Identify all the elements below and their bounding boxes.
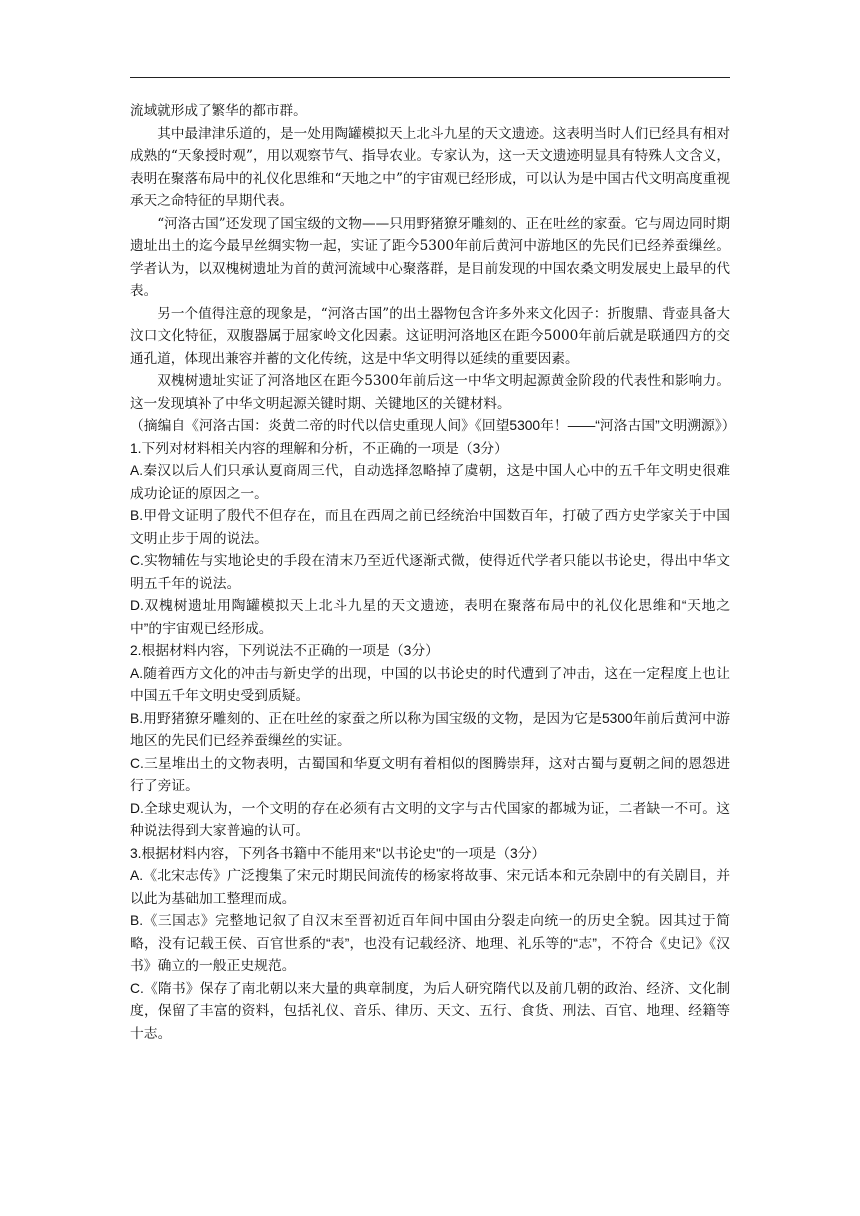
question-1-stem: 1.下列对材料相关内容的理解和分析，不正确的一项是（3分） (130, 440, 508, 456)
question-2-option-d: D.全球史观认为，一个文明的存在必须有古文明的文字与古代国家的都城为证，二者缺一不可。这种说法得到大家普遍的认可。 (130, 800, 730, 838)
question-2-option-b: B.用野猪獠牙雕刻的、正在吐丝的家蚕之所以称为国宝级的文物，是因为它是5300年前后黄河中游地区的先民们已经养蚕缫丝的实证。 (130, 710, 730, 748)
header-rule (130, 77, 730, 78)
document-body (130, 100, 736, 1045)
question-1-option-c: C.实物辅佐与实地论史的手段在清末乃至近代逐渐式微，使得近代学者只能以书论史，得出中华文明五千年的说法。 (130, 553, 730, 591)
question-2-option-a: A.随着西方文化的冲击与新史学的出现，中国的以书论史的时代遭到了冲击，这在一定程度上也让中国五千年文明史受到质疑。 (130, 665, 730, 703)
question-2-stem: 2.根据材料内容，下列说法不正确的一项是（3分） (130, 643, 439, 658)
question-1-option-b: B.甲骨文证明了殷代不但存在，而且在西周之前已经统治中国数百年，打破了西方史学家关于中国文明止步于周的说法。 (130, 508, 730, 546)
passage-paragraph: 其中最津津乐道的，是一处用陶罐模拟天上北斗九星的天文遗迹。这表明当时人们已经具有相对成熟的“天象授时观”，用以观察节气、指导农业。专家认为，这一天文遗迹明显具有特殊人文含义，表明在聚落布局中的礼仪化思维和“天地之中”的宇宙观已经形成，可以认为是中国古代文明高度重视承天之命特征的早期代表。 (130, 125, 730, 209)
passage-paragraph: 流域就形成了繁华的都市群。 (130, 103, 307, 119)
question-1-option-d: D.双槐树遗址用陶罐模拟天上北斗九星的天文遗迹，表明在聚落布局中的礼仪化思维和“天地之中”的宇宙观已经形成。 (130, 598, 730, 636)
question-3-option-a: A.《北宋志传》广泛搜集了宋元时期民间流传的杨家将故事、宋元话本和元杂剧中的有关剧目，并以此为基础加工整理而成。 (130, 868, 730, 906)
passage-paragraph: 双槐树遗址实证了河洛地区在距今5300年前后这一中华文明起源黄金阶段的代表性和影响力。这一发现填补了中华文明起源关键时期、关键地区的关键材料。 (130, 373, 730, 412)
passage-paragraph: “河洛古国”还发现了国宝级的文物——只用野猪獠牙雕刻的、正在吐丝的家蚕。它与周边同时期遗址出土的迄今最早丝绸实物一起，实证了距今5300年前后黄河中游地区的先民们已经养蚕缫丝。学者认为，以双槐树遗址为首的黄河流域中心聚落群，是目前发现的中国农桑文明发展史上最早的代表。 (130, 215, 730, 299)
passage-paragraph: 另一个值得注意的现象是，“河洛古国”的出土器物包含许多外来文化因子：折腹鼎、背壶具备大汶口文化特征，双腹器属于屈家岭文化因素。这证明河洛地区在距今5000年前后就是联通四方的交通孔道，体现出兼容并蓄的文化传统，这是中华文明得以延续的重要因素。 (130, 305, 730, 367)
question-2-option-c: C.三星堆出土的文物表明，古蜀国和华夏文明有着相似的图腾崇拜，这对古蜀与夏朝之间的恩怨进行了旁证。 (130, 755, 730, 793)
source-citation: （摘编自《河洛古国：炎黄二帝的时代以信史重现人间》《回望5300年！——“河洛古国”文明溯源》） (130, 418, 736, 433)
question-3-option-c: C.《隋书》保存了南北朝以来大量的典章制度，为后人研究隋代以及前几朝的政治、经济、文化制度，保留了丰富的资料，包括礼仪、音乐、律历、天文、五行、食货、刑法、百官、地理、经籍等十志。 (130, 980, 730, 1041)
question-1-option-a: A.秦汉以后人们只承认夏商周三代，自动选择忽略掉了虞朝，这是中国人心中的五千年文明史很难成功论证的原因之一。 (130, 463, 730, 501)
question-3-option-b: B.《三国志》完整地记叙了自汉末至晋初近百年间中国由分裂走向统一的历史全貌。因其过于简略，没有记载王侯、百官世系的“表”，也没有记载经济、地理、礼乐等的“志”，不符合《史记》《汉书》确立的一般正史规范。 (130, 913, 730, 973)
question-3-stem: 3.根据材料内容，下列各书籍中不能用来"以书论史"的一项是（3分） (130, 845, 546, 861)
